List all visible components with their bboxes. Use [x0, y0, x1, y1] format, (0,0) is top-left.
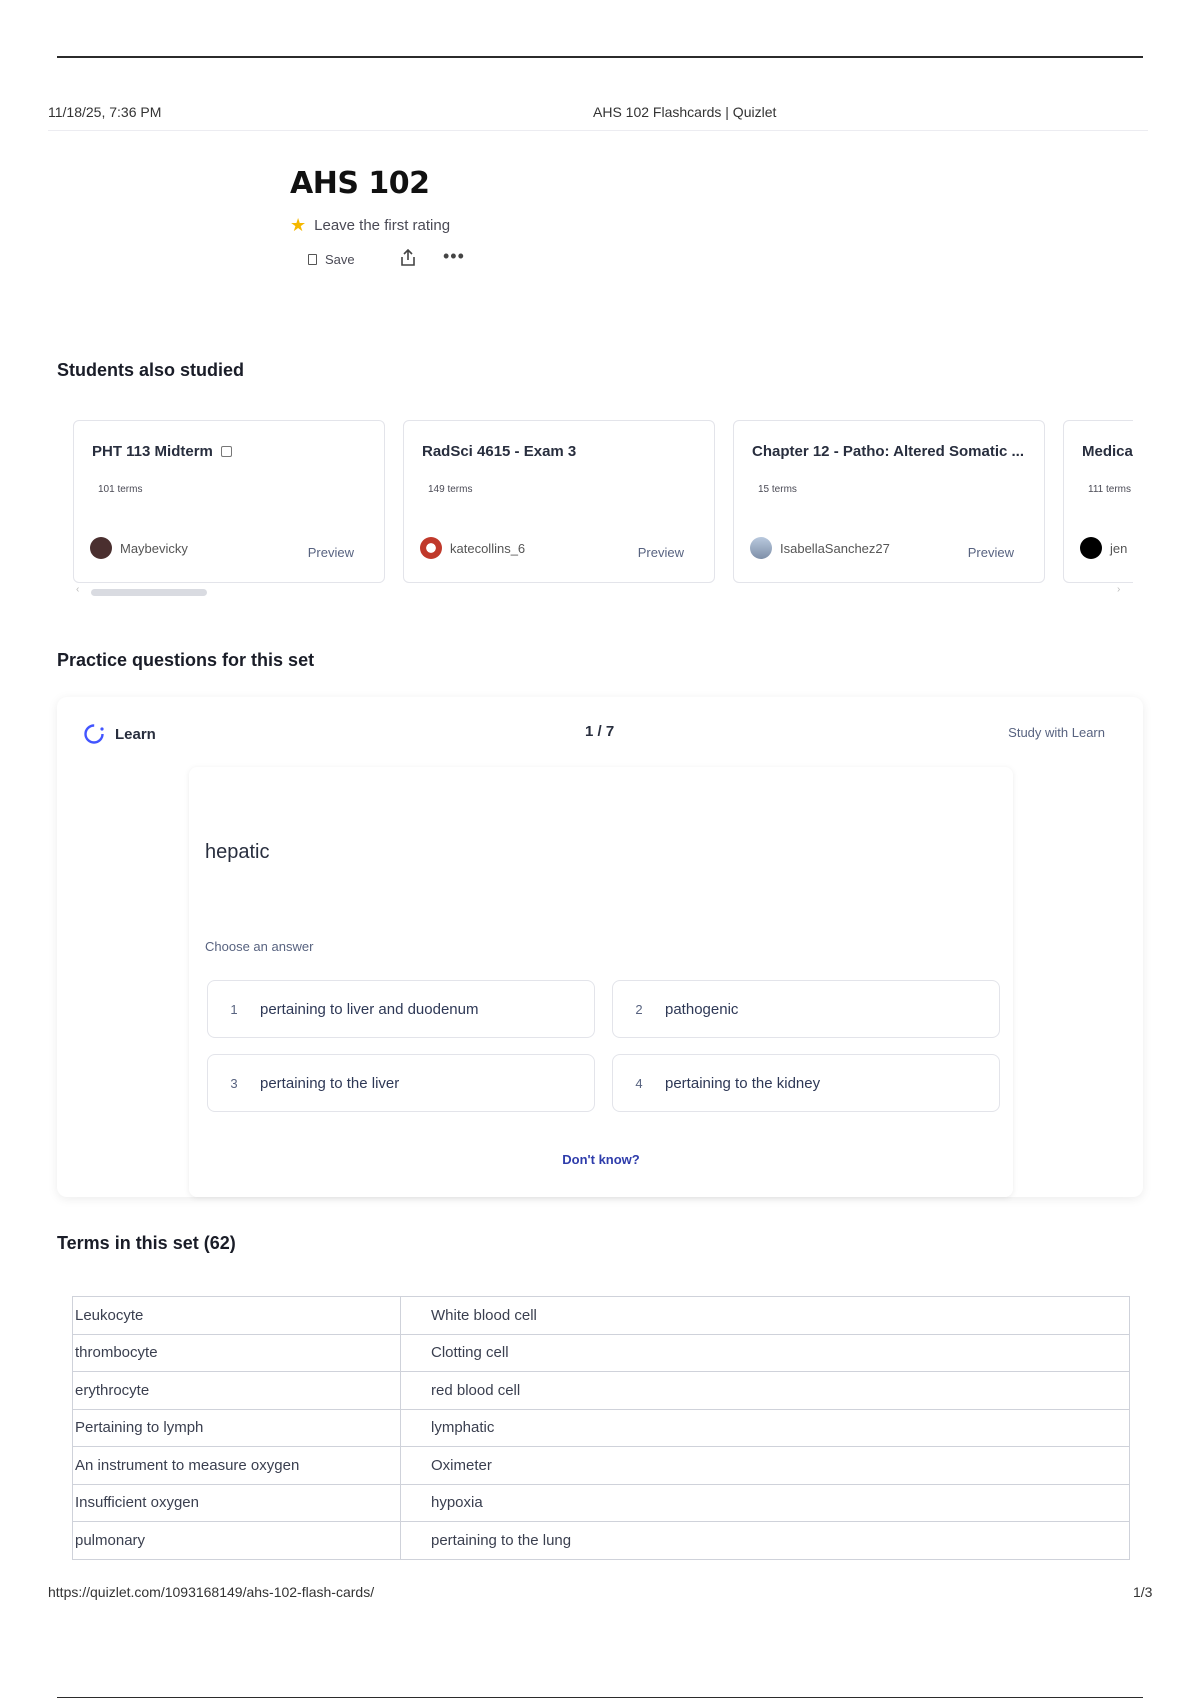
related-set-author[interactable]: Maybevicky: [90, 537, 188, 559]
terms-heading: Terms in this set (62): [57, 1233, 236, 1253]
answer-option-3[interactable]: [207, 1054, 595, 1112]
definition-cell: lymphatic: [401, 1409, 1130, 1447]
definition-cell: red blood cell: [401, 1372, 1130, 1410]
term-cell: erythrocyte: [73, 1372, 401, 1410]
star-icon: ★: [290, 215, 307, 235]
preview-button[interactable]: Preview: [307, 545, 354, 560]
related-set-term-count: 101 terms: [98, 484, 143, 495]
print-footer-url: https://quizlet.com/1093168149/ahs-102-flash-cards/: [48, 1584, 375, 1600]
practice-questions-heading: Practice questions for this set: [57, 650, 315, 670]
document-icon: [221, 446, 232, 457]
option-text: pertaining to the kidney: [665, 1074, 821, 1092]
related-set-author[interactable]: jen: [1080, 537, 1127, 559]
option-text: pathogenic: [665, 1000, 739, 1018]
preview-button[interactable]: Preview: [637, 545, 684, 560]
option-number: 3: [230, 1075, 238, 1091]
related-set-title: PHT 113 Midterm: [92, 443, 232, 460]
answer-option-2[interactable]: [612, 980, 1000, 1038]
definition-cell: Oximeter: [401, 1447, 1130, 1485]
carousel-right-arrow[interactable]: ›: [1117, 584, 1121, 595]
table-row: [73, 1522, 1130, 1560]
related-set-author[interactable]: IsabellaSanchez27: [750, 537, 890, 559]
set-title: AHS 102: [290, 166, 430, 201]
avatar: [1080, 537, 1102, 559]
rating-text: Leave the first rating: [314, 216, 451, 234]
option-text: pertaining to liver and duodenum: [260, 1000, 479, 1018]
practice-panel: [57, 697, 1143, 1197]
learn-mode-label: Learn: [83, 723, 156, 745]
carousel-left-arrow[interactable]: ‹: [76, 584, 80, 595]
save-label: Save: [325, 252, 355, 267]
answer-option-1[interactable]: [207, 980, 595, 1038]
definition-cell: pertaining to the lung: [401, 1522, 1130, 1560]
related-set-term-count: 15 terms: [758, 484, 797, 495]
share-icon[interactable]: [398, 248, 418, 268]
avatar: [420, 537, 442, 559]
page-bottom-rule: [57, 1697, 1143, 1698]
table-row: [73, 1409, 1130, 1447]
preview-button[interactable]: Preview: [967, 545, 1014, 560]
term-cell: Insufficient oxygen: [73, 1484, 401, 1522]
answer-option-4[interactable]: [612, 1054, 1000, 1112]
print-page-number: 1/3: [1133, 1584, 1153, 1600]
table-row: [73, 1447, 1130, 1485]
students-also-studied-heading: Students also studied: [57, 360, 245, 380]
related-set-title: RadSci 4615 - Exam 3: [422, 443, 577, 460]
print-page-title: AHS 102 Flashcards | Quizlet: [593, 104, 777, 120]
option-number: 4: [635, 1075, 643, 1091]
table-row: [73, 1297, 1130, 1335]
definition-cell: White blood cell: [401, 1297, 1130, 1335]
avatar: [750, 537, 772, 559]
page-top-rule: [57, 56, 1143, 58]
learn-icon: [83, 723, 105, 745]
set-actions: [308, 246, 465, 267]
related-set-card[interactable]: [733, 420, 1045, 583]
question-card: [189, 767, 1013, 1197]
term-cell: thrombocyte: [73, 1334, 401, 1372]
header-divider: [48, 130, 1148, 131]
option-number: 2: [635, 1001, 643, 1017]
bookmark-icon: [308, 254, 317, 265]
table-row: [73, 1334, 1130, 1372]
carousel-scrollbar[interactable]: [91, 589, 207, 596]
question-term: hepatic: [205, 841, 270, 863]
related-set-card[interactable]: [1063, 420, 1133, 583]
related-set-title: Medica: [1082, 443, 1133, 460]
save-button[interactable]: [308, 252, 355, 267]
table-row: [73, 1372, 1130, 1410]
term-cell: An instrument to measure oxygen: [73, 1447, 401, 1485]
related-set-card[interactable]: [403, 420, 715, 583]
option-text: pertaining to the liver: [260, 1074, 400, 1092]
related-set-term-count: 111 terms: [1088, 484, 1131, 495]
term-cell: Leukocyte: [73, 1297, 401, 1335]
definition-cell: Clotting cell: [401, 1334, 1130, 1372]
more-options-icon[interactable]: •••: [443, 246, 465, 266]
table-row: [73, 1484, 1130, 1522]
avatar: [90, 537, 112, 559]
related-sets-carousel: [73, 420, 1133, 585]
term-cell: pulmonary: [73, 1522, 401, 1560]
print-header: [48, 104, 1148, 124]
dont-know-button[interactable]: Don't know?: [562, 1152, 640, 1167]
related-set-term-count: 149 terms: [428, 484, 473, 495]
print-datetime: 11/18/25, 7:36 PM: [48, 104, 162, 120]
option-number: 1: [230, 1001, 238, 1017]
terms-table: [72, 1296, 1130, 1560]
study-with-learn-link[interactable]: Study with Learn: [1008, 725, 1105, 740]
definition-cell: hypoxia: [401, 1484, 1130, 1522]
question-progress: 1 / 7: [585, 723, 615, 740]
related-set-author[interactable]: katecollins_6: [420, 537, 525, 559]
related-set-card[interactable]: [73, 420, 385, 583]
rating-prompt[interactable]: [290, 216, 450, 234]
choose-answer-label: Choose an answer: [205, 939, 314, 954]
term-cell: Pertaining to lymph: [73, 1409, 401, 1447]
related-set-title: Chapter 12 - Patho: Altered Somatic ...: [752, 443, 1024, 460]
